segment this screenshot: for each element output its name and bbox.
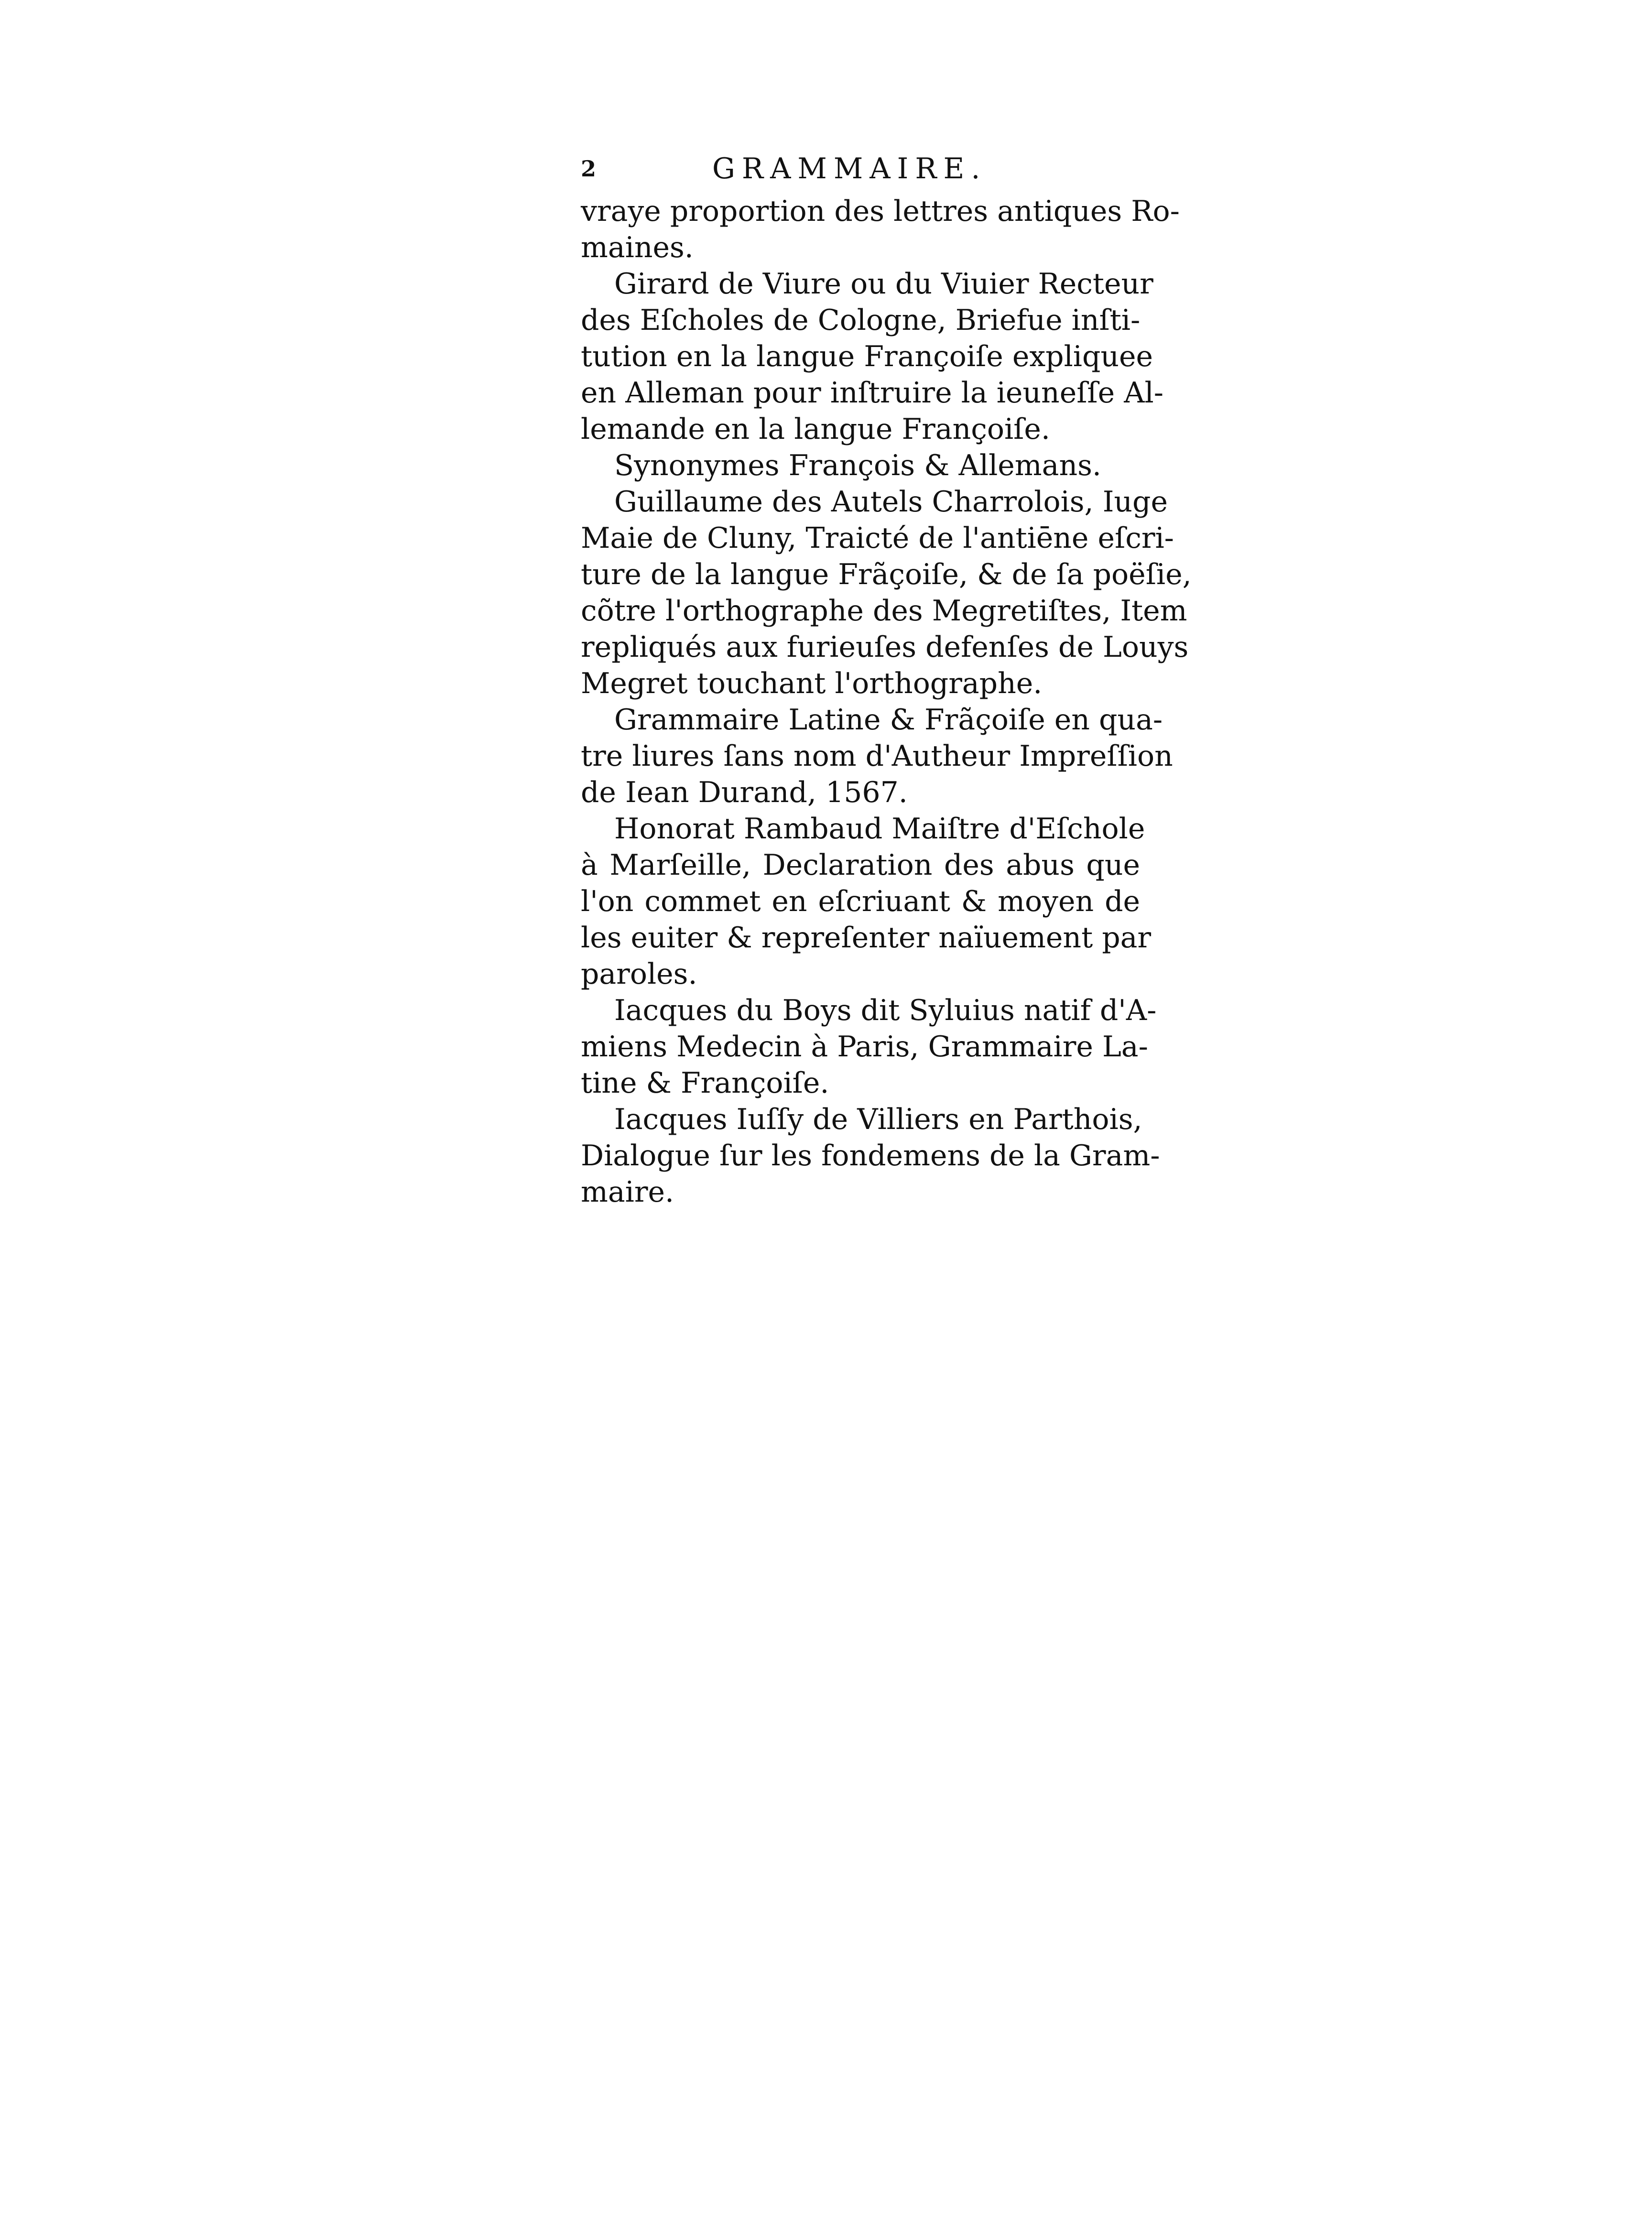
entry-grammaire-latine	[581, 702, 1173, 811]
text-line: Synonymes François & Allemans.	[614, 449, 1101, 482]
text-line: Iacques Iuſſy de Villiers en Parthois,	[614, 1103, 1142, 1136]
entry-iacques-du-boys	[581, 992, 1157, 1101]
page-number: 2	[581, 156, 597, 182]
text-line: maire.	[581, 1175, 674, 1209]
entry-synonymes	[581, 447, 1140, 484]
text-line: vraye proportion des lettres antiques Ro-	[581, 195, 1180, 228]
text-line: Girard de Viure ou du Viuier Recteur	[614, 267, 1153, 301]
text-line: Iacques du Boys dit Syluius natif d'A-	[614, 994, 1157, 1027]
text-line: tution en la langue Françoiſe expliquee	[581, 340, 1153, 373]
entry-guillaume-des-autels	[581, 484, 1192, 702]
text-line: maines.	[581, 231, 694, 264]
text-line: Guillaume des Autels Charrolois, Iuge	[614, 485, 1168, 519]
entry-iacques-iussy	[581, 1101, 1160, 1210]
entry-continuation	[581, 193, 1180, 266]
text-line: de Iean Durand, 1567.	[581, 776, 908, 809]
page-text-block	[581, 152, 1192, 1210]
text-line: tre liures ſans nom d'Autheur Impreſſion	[581, 739, 1173, 773]
text-line: Grammaire Latine & Frãçoiſe en qua-	[614, 703, 1163, 737]
text-line: des Eſcholes de Cologne, Briefue inſti-	[581, 304, 1141, 337]
text-line: Megret touchant l'orthographe.	[581, 667, 1043, 700]
running-head: GRAMMAIRE.	[712, 152, 987, 185]
text-line: à Marſeille, Declaration des abus que	[581, 848, 1140, 882]
text-line: lemande en la langue Françoiſe.	[581, 412, 1050, 446]
text-line: paroles.	[581, 957, 697, 991]
page-header	[581, 152, 1140, 190]
text-line: Dialogue ſur les fondemens de la Gram-	[581, 1139, 1160, 1172]
text-line: ture de la langue Frãçoiſe, & de ſa poëſie,	[581, 558, 1192, 591]
text-line: en Alleman pour inſtruire la ieuneſſe Al-	[581, 376, 1163, 410]
text-line: Honorat Rambaud Maiſtre d'Eſchole	[614, 812, 1145, 846]
entry-girard-de-viure	[581, 266, 1163, 447]
text-line: repliqués aux furieuſes defenſes de Louys	[581, 630, 1189, 664]
text-line: l'on commet en eſcriuant & moyen de	[581, 885, 1140, 918]
text-line: miens Medecin à Paris, Grammaire La-	[581, 1030, 1148, 1064]
entry-honorat-rambaud	[581, 811, 1152, 992]
text-line: Maie de Cluny, Traicté de l'antiēne eſcri-	[581, 521, 1174, 555]
text-line: les euiter & repreſenter naïuement par	[581, 921, 1152, 955]
text-line: cõtre l'orthographe des Megretiſtes, Item	[581, 594, 1187, 628]
text-line: tine & Françoiſe.	[581, 1066, 829, 1100]
